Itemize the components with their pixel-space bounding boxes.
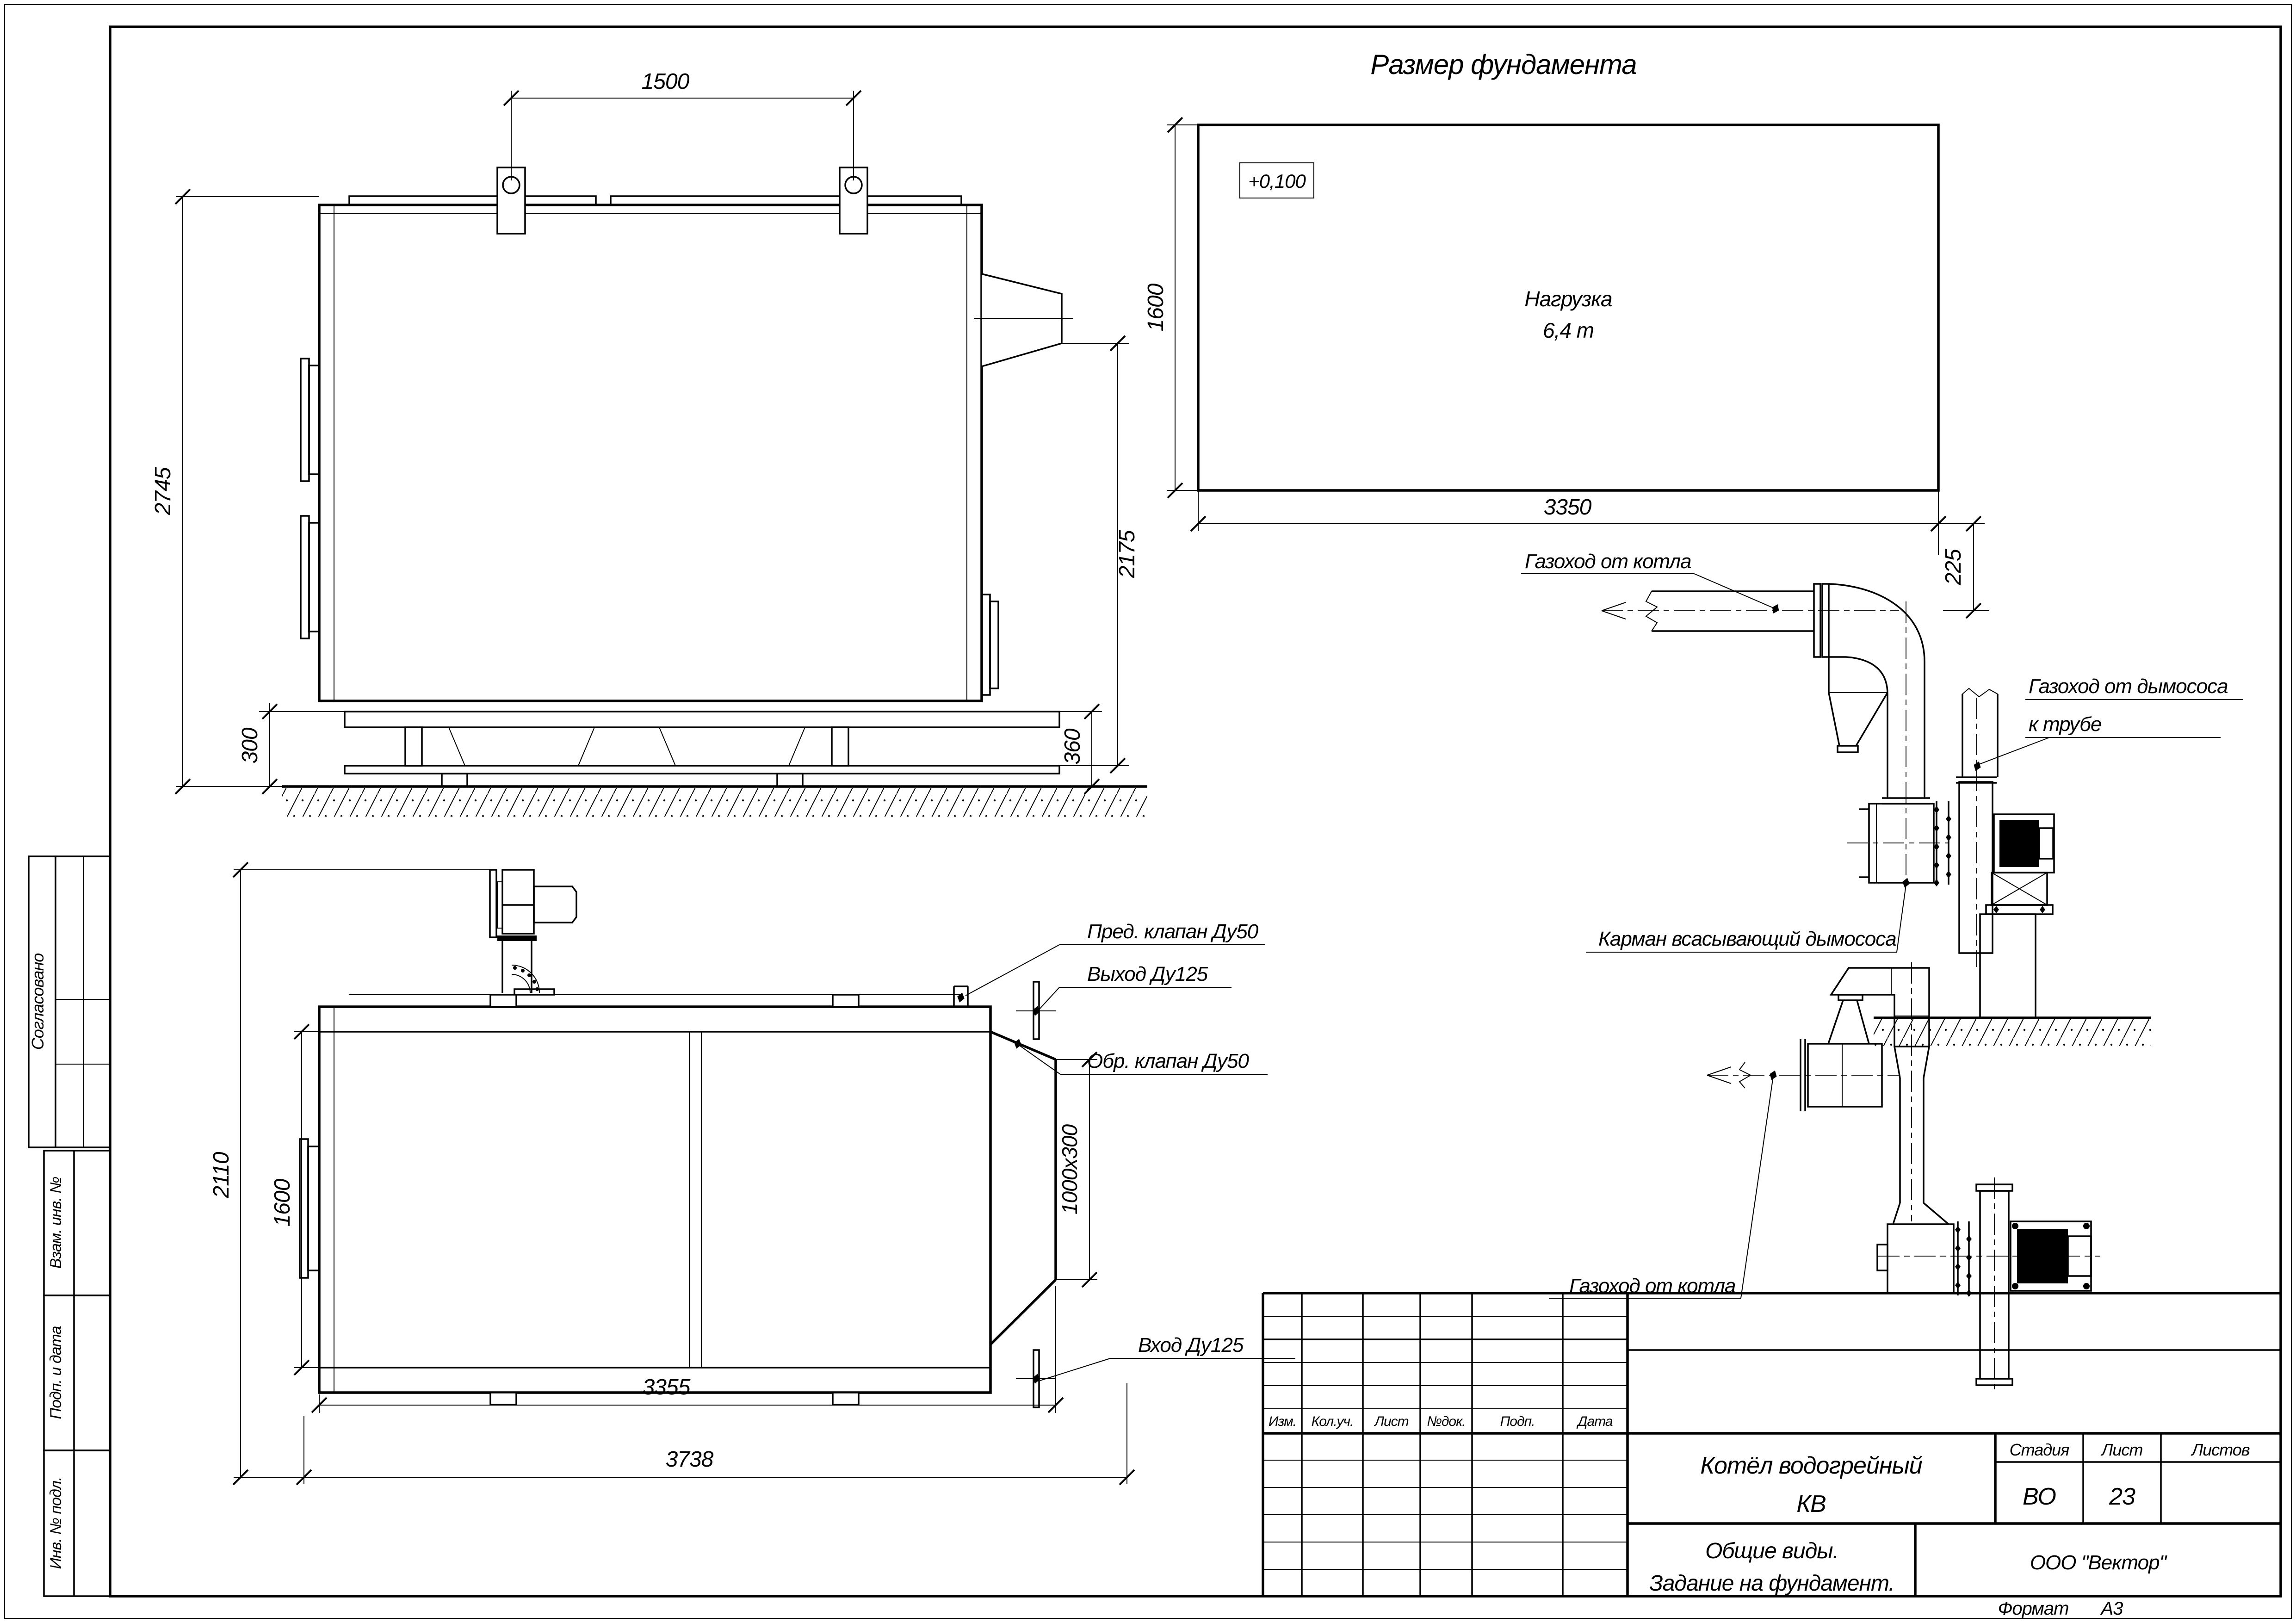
tb-col-data: Дата	[1578, 1414, 1613, 1429]
tb-doc-title-2: КВ	[1796, 1491, 1826, 1518]
dim-foundation-offset: 225	[1941, 549, 1966, 585]
margin-inv-orig-label: Инв. № подл.	[47, 1477, 65, 1569]
label-duct-to-stack-2: к трубе	[2029, 713, 2102, 736]
dim-outlet-height-label: 2175	[1115, 530, 1139, 578]
view-side-elevation	[151, 69, 1147, 817]
tb-sheets-label: Листов	[2191, 1440, 2250, 1459]
label-outlet: Выход Ду125	[1087, 963, 1208, 985]
dim-plan-outlet: 1000x300	[1058, 1124, 1082, 1215]
tb-sheet-value: 23	[2109, 1483, 2135, 1510]
label-duct-from-boiler-plan: Газоход от котла	[1569, 1275, 1736, 1297]
dim-plan-length: 3355	[642, 1375, 690, 1400]
label-duct-from-boiler: Газоход от котла	[1525, 550, 1691, 573]
label-duct-to-stack-1: Газоход от дымососа	[2029, 675, 2228, 698]
tb-col-ndok: №док.	[1427, 1414, 1466, 1429]
tb-col-izm: Изм.	[1269, 1414, 1296, 1429]
label-inlet: Вход Ду125	[1138, 1334, 1244, 1357]
tb-doc-title-1: Котёл водогрейный	[1700, 1452, 1922, 1479]
title-block	[1263, 1293, 2281, 1619]
dim-foundation-height: 1600	[1144, 284, 1168, 332]
tb-col-list: Лист	[1374, 1414, 1409, 1429]
view-foundation-plan	[1144, 49, 1989, 618]
dim-plan-width: 2110	[209, 1152, 234, 1198]
dim-plan-inner: 1600	[270, 1179, 295, 1227]
label-safety-valve: Пред. клапан Ду50	[1087, 920, 1258, 943]
tb-col-podp: Подп.	[1500, 1414, 1535, 1429]
dim-foundation-width: 3350	[1543, 495, 1591, 520]
tb-company: ООО "Вектор"	[2030, 1551, 2166, 1574]
left-margin-strips	[28, 856, 110, 1596]
tb-sheet-label: Лист	[2101, 1440, 2143, 1459]
level-mark-label: +0,100	[1248, 170, 1306, 192]
dim-frame-label: 300	[238, 728, 262, 764]
tb-col-koluch: Кол.уч.	[1311, 1414, 1354, 1429]
dim-height-label: 2745	[151, 467, 175, 515]
tb-subtitle-2: Задание на фундамент.	[1649, 1571, 1894, 1596]
margin-sign-date-label: Подп. и дата	[47, 1326, 65, 1419]
dim-lugs-label: 1500	[641, 69, 689, 94]
format-label: Формат	[1998, 1598, 2069, 1619]
dim-base-label: 360	[1060, 729, 1085, 765]
tb-stage-label: Стадия	[2009, 1440, 2069, 1459]
load-label-2: 6,4 т	[1542, 318, 1594, 342]
margin-approved-label: Согласовано	[28, 953, 47, 1050]
view-duct-elevation	[1521, 550, 2243, 1046]
label-suction-pocket: Карман всасывающий дымососа	[1598, 928, 1896, 950]
tb-stage-value: ВО	[2023, 1483, 2056, 1510]
tb-subtitle-1: Общие виды.	[1705, 1539, 1838, 1563]
view-boiler-plan	[209, 862, 1295, 1485]
load-label-1: Нагрузка	[1524, 287, 1612, 311]
margin-replace-inv-label: Взам. инв. №	[47, 1177, 65, 1269]
label-check-valve: Обр. клапан Ду50	[1087, 1050, 1249, 1072]
dim-plan-total: 3738	[665, 1447, 713, 1472]
format-value: А3	[2101, 1598, 2123, 1619]
sheet-title: Размер фундамента	[1370, 49, 1637, 80]
